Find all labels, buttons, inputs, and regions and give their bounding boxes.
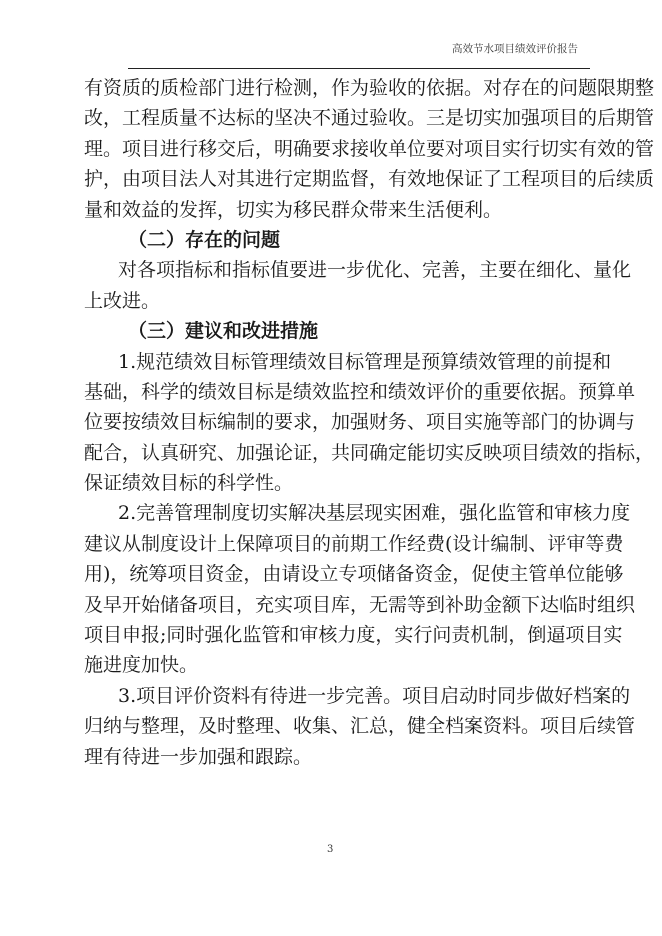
text-line: 对各项指标和指标值要进一步优化、完善，主要在细化、量化 [118,259,632,282]
text-line: 上改进。 [84,289,161,312]
text-line: 施进度加快。 [84,654,199,677]
running-header: 高效节水项目绩效评价报告 [452,43,578,55]
section-heading: （二）存在的问题 [128,228,281,251]
text-line: 及早开始储备项目，充实项目库，无需等到补助金额下达临时组织 [84,593,636,616]
text-line: 理有待进一步加强和跟踪。 [84,745,313,768]
text-line: 基础，科学的绩效目标是绩效监控和绩效评价的重要依据。预算单 [84,380,636,403]
text-line: 项目申报;同时强化监管和审核力度，实行问责机制，倒逼项目实 [84,624,623,647]
text-line: 理。项目进行移交后，明确要求接收单位要对项目实行切实有效的管 [84,137,655,160]
document-body [84,73,655,772]
text-line: 护，由项目法人对其进行定期监督，有效地保证了工程项目的后续质 [84,168,655,191]
text-line: 有资质的质检部门进行检测，作为验收的依据。对存在的问题限期整 [84,77,655,99]
text-line: 归纳与整理，及时整理、收集、汇总，健全档案资料。项目后续管 [84,715,636,738]
text-line: 位要按绩效目标编制的要求，加强财务、项目实施等部门的协调与 [84,411,636,434]
page-number: 3 [327,844,334,855]
text-line: 保证绩效目标的科学性。 [84,472,294,495]
text-line: 3.项目评价资料有待进一步完善。项目启动时同步做好档案的 [118,684,631,707]
text-line: 量和效益的发挥，切实为移民群众带来生活便利。 [84,198,503,221]
text-line: 配合，认真研究、加强论证，共同确定能切实反映项目绩效的指标， [84,441,655,464]
text-line: 2.完善管理制度切实解决基层现实困难，强化监管和审核力度 [118,502,631,525]
header-divider [128,68,590,69]
text-line: 用)，统筹项目资金，由请设立专项储备资金，促使主管单位能够 [84,563,624,586]
section-heading: （三）建议和改进措施 [128,320,319,343]
text-line: 改，工程质量不达标的坚决不通过验收。三是切实加强项目的后期管 [84,107,655,130]
text-line: 1.规范绩效目标管理绩效目标管理是预算绩效管理的前提和 [118,350,612,373]
text-line: 建议从制度设计上保障项目的前期工作经费(设计编制、评审等费 [84,532,624,555]
